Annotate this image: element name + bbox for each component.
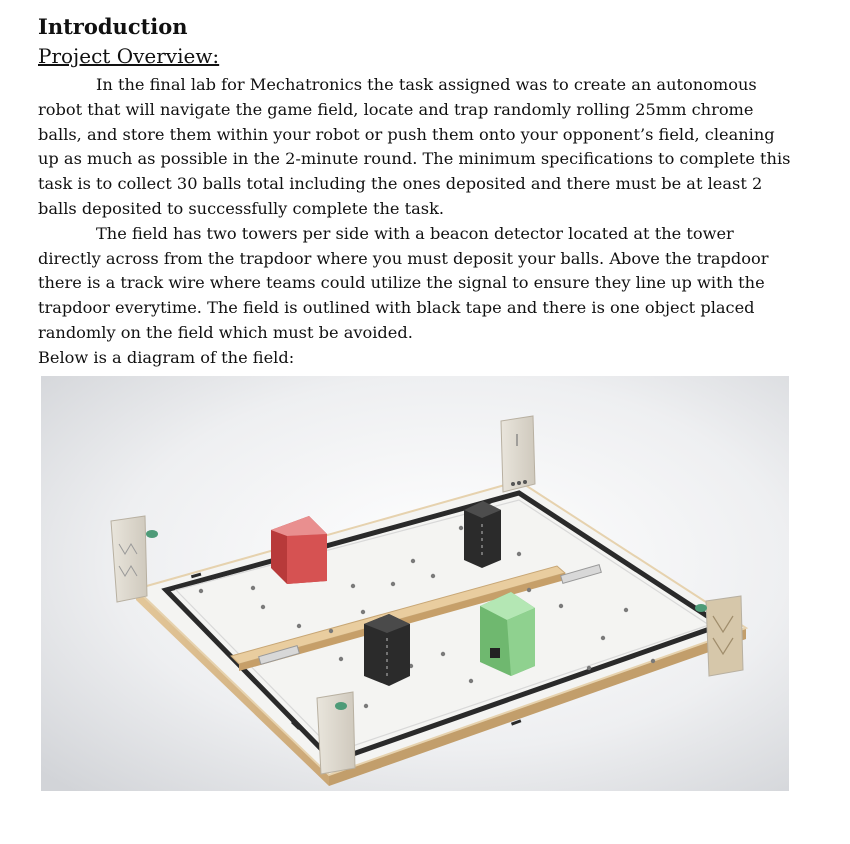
body-text — [38, 73, 798, 371]
section-title: Introduction — [38, 14, 188, 39]
field-diagram — [41, 376, 789, 791]
green-obstacle — [480, 592, 535, 676]
tower-top — [501, 416, 535, 492]
tower-bottom — [317, 692, 355, 774]
subsection-title: Project Overview: — [38, 44, 220, 68]
paragraph-field-description: The field has two towers per side with a beacon detector located at the tower directly across from the trapdoor where you must deposit your balls. Above the trapdoor there is a track wire where teams could utilize the signal to ensure they line up with the trapdoor everytime. The field is outlined with black tape and there is one object placed randomly on the field which must be avoided. — [38, 223, 769, 342]
paragraph-project-task: In the final lab for Mechatronics the task assigned was to create an autonomous robot that will navigate the game field, locate and trap randomly rolling 25mm chrome balls, and store them within your robot or push them onto your opponent’s field, cleaning up as much as possible in the 2-minute round. The minimum specifications to complete this task is to collect 30 balls total including the ones deposited and there must be at least 2 balls deposited to successfully complete the task. — [38, 75, 791, 218]
field-diagram-figure — [41, 376, 789, 791]
next-heading-fragment — [38, 824, 198, 844]
figure-intro: Below is a diagram of the field: — [38, 347, 295, 367]
black-obstacle-far — [464, 501, 501, 568]
black-obstacle-near — [364, 614, 410, 686]
